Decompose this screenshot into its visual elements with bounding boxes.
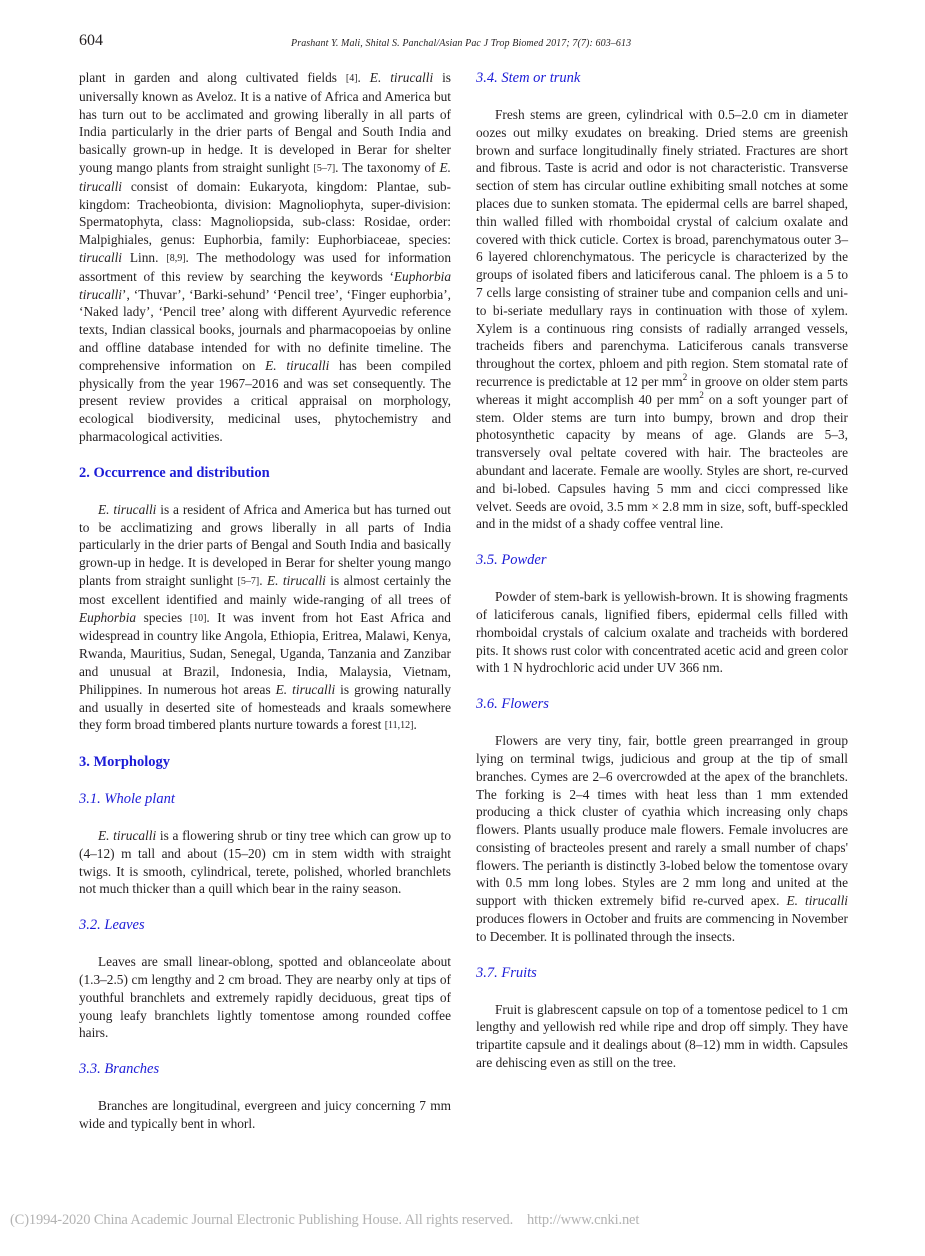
citation-ref: [10] (189, 612, 207, 624)
page-number: 604 (79, 32, 103, 49)
subsection-heading-whole-plant: 3.1. Whole plant (79, 791, 175, 808)
italic-term: E. tirucalli (79, 159, 451, 194)
flowers-paragraph: Flowers are very tiny, fair, bottle green prearranged in group lying on terminal twigs, judicious and group at the tip of small branches. Cymes are 2–6 overcrowded at the apex of the branchlets. The forking is 2–4 times with heat less than 1 mm extended producing a thick cluster of cyathia which increasing only chaps flowers. Plants usually produce male flowers. Female involucres are consisting of bracteoles present and rarely a small number of chaps' flowers. The perianth is distinctly 3-lobed below the tomentose ovary with 0.5 mm long lobes. Styles are 2 mm long and united at the support with thicken extremely bifid re-curved apex. E. tirucalli produces flowers in October and fruits are commencing in November to December. It is pollinated through the insects. (476, 733, 848, 944)
superscript: 2 (682, 371, 688, 382)
superscript: 2 (699, 389, 704, 400)
subsection-heading-branches: 3.3. Branches (79, 1061, 160, 1078)
branches-paragraph: Branches are longitudinal, evergreen and juicy concerning 7 mm wide and typically bent in whorl. (79, 1098, 451, 1132)
section-heading-occurrence: 2. Occurrence and distribution (79, 464, 270, 481)
italic-term: E. tirucalli (265, 357, 330, 373)
citation-ref: [8,9] (166, 252, 186, 264)
leaves-paragraph: Leaves are small linear-oblong, spotted and oblanceolate about (1.3–2.5) cm lengthy and 2 cm broad. They are nearby only at tips of youthful branchlets and extremely rapidly deciduous, great tips of young leafy branchlets lightly tomentose among rounded coffee hairs. (79, 954, 451, 1041)
subsection-heading-leaves: 3.2. Leaves (79, 917, 145, 934)
italic-term: E. tirucalli (266, 572, 326, 588)
subsection-heading-flowers: 3.6. Flowers (476, 696, 549, 713)
powder-paragraph: Powder of stem-bark is yellowish-brown. It is showing fragments of laticiferous canals, lignified fibers, epidermal cells filled with rhomboidal crystals of calcium oxalate and tracheids with bordered pits. It shows rust color with concentrated acetic acid and green color with 1 N hydrochloric acid under UV 366 nm. (476, 589, 848, 676)
citation-ref: [11,12] (384, 720, 414, 732)
italic-term: tirucalli (79, 249, 122, 265)
subsection-heading-stem: 3.4. Stem or trunk (476, 70, 581, 86)
italic-term: Euphorbia tirucalli (79, 268, 451, 302)
citation-ref: [4] (345, 73, 358, 84)
stem-paragraph: Fresh stems are green, cylindrical with 0.5–2.0 cm in diameter oozes out milky exudates on breaking. Dried stems are greenish brown and surface longitudinally finely striated. Fractures are short and fibrous. Taste is acrid and odor is not characteristic. Transverse section of stem has circular outline exhibiting small notches at some places due to sunken stomata. The epidermal cells are barrel shaped, thin walled filled with rhomboidal crystal of calcium oxalate and covered with thick cuticle. Cortex is broad, parenchymatous outer 3–6 layered chlorenchymatous. The pericycle is characterized by the groups of isolated fibers and laticiferous canal. The phloem is a 5 to 7 cells large consisting of strainer tube and companion cells and uni- to bi-seriate medullary rays in continuation with those of xylem. Xylem is a continuous ring consists of radially arranged vessels, tracheids fibers and parenchyma. Laticiferous canals transverse throughout the cortex, phloem and pith region. Stem stomatal rate of recurrence is predictable at 12 per $mm^2$ in groove on older stem parts whereas it might accomplish 40 per $mm^2$ on a soft younger part of stem. Older stems are turn into bumpy, brown and drop their photosynthetic capacity by means of age. Glands are 5–3, transversely oval peltate covered with hair. The bracteoles are abundant and lacerate. Female are woolly. Styles are short, re-curved and bi-lobed. Capsules having 5 mm and cicci compressed like velvet. Seeds are ovoid, 3.5 mm × 2.8 mm in size, soft, buff-speckled and in the midst of a shady coffee ventral line. (476, 107, 848, 532)
italic-term: Euphorbia (79, 609, 137, 625)
running-head-citation: Prashant Y. Mali, Shital S. Panchal/Asian Pac J Trop Biomed 2017; 7(7): 603–613 (291, 38, 632, 49)
italic-term: E. tirucalli (275, 681, 336, 697)
intro-paragraph: plant in garden and along cultivated fields [4]. E. tirucalli is universally known as Aveloz. It is a native of Africa and America but has turn out to be acclimated and growing liberally in all parts of India particularly in the drier parts of Bengal and South India and basically grown-up in hedge. It is developed in Berar for shelter young mango plants from straight sunlight [5–7]. The taxonomy of E. tirucalli consist of domain: Eukaryota, kingdom: Plantae, sub-kingdom: Tracheobionta, division: Magnoliophyta, super-division: Spermatophyta, class: Magnoliopsida, sub-class: Rosidae, order: Malpighiales, genus: Euphorbia, family: Euphorbiaceae, species: tirucalli Linn. [8,9]. The methodology was used for information assortment of this review by searching the keywords ‘Euphorbia tirucalli’, ‘Thuvar’, ‘Barki-sehund’ ‘Pencil tree’, ‘Finger euphorbia’, ‘Naked lady’, ‘Pencil tree’ along with different Ayurvedic reference texts, Indian classical books, journals and pharmacopoeias by online and offline database intended for with no definite timeline. The comprehensive information on E. tirucalli has been compiled physically from the year 1967–2016 and was set consequently. The present review provides a critical appraisal on morphology, ecological biodiversity, medicinal uses, phytochemistry and pharmacological activities. (79, 70, 451, 444)
italic-term: E. tirucalli (98, 501, 157, 517)
occurrence-paragraph: E. tirucalli is a resident of Africa and America but has turned out to be acclimatizing and grows liberally in all parts of India particularly in the drier parts of Bengal and South India and basically grown-up in hedge. It is developed in Berar for shelter young mango plants from straight sunlight [5–7]. E. tirucalli is almost certainly the most excellent identified and mainly wide-ranging of all trees of Euphorbia species [10]. It was invent from hot East Africa and widespread in country like Angola, Ethiopia, Eritrea, Malawi, Kenya, Rwanda, Mauritius, Sudan, Senegal, Uganda, Tanzania and Zanzibar and unusual at Brazil, Indonesia, India, Malaysia, Vietnam, Philippines. In numerous hot areas E. tirucalli is growing naturally and usually in deserted site of homesteads and kraals somewhere they form broad timbered plants nurture towards a forest [11,12]. (79, 501, 452, 733)
subsection-heading-fruits: 3.7. Fruits (476, 964, 537, 981)
subsection-heading-powder: 3.5. Powder (476, 552, 547, 569)
italic-term: E. tirucalli (786, 893, 848, 909)
copyright-watermark: (C)1994-2020 China Academic Journal Electronic Publishing House. All rights reserved. http://www.cnki.net (10, 1212, 640, 1228)
fruits-paragraph: Fruit is glabrescent capsule on top of a tomentose pedicel to 1 cm lengthy and yellowish red while ripe and drop off simply. They have tripartite capsule and it dealings about (8–12) mm in width. Capsules are dehiscing even as still on the tree. (476, 1001, 848, 1071)
section-heading-morphology: 3. Morphology (79, 754, 171, 771)
right-column (476, 69, 848, 1072)
italic-term: E. tirucalli (98, 828, 157, 844)
italic-term: E. tirucalli (369, 70, 434, 85)
whole-plant-paragraph: E. tirucalli is a flowering shrub or tiny tree which can grow up to (4–12) m tall and about (15–20) cm in stem width with straight twigs. It is smooth, cylindrical, terete, polished, whorled branchlets not much thicker than a quill which bear in the rainy season. (79, 828, 451, 897)
left-column (79, 69, 451, 1133)
page-header (79, 32, 849, 54)
citation-ref: [5–7] (313, 162, 336, 174)
citation-ref: [5–7] (237, 575, 260, 587)
